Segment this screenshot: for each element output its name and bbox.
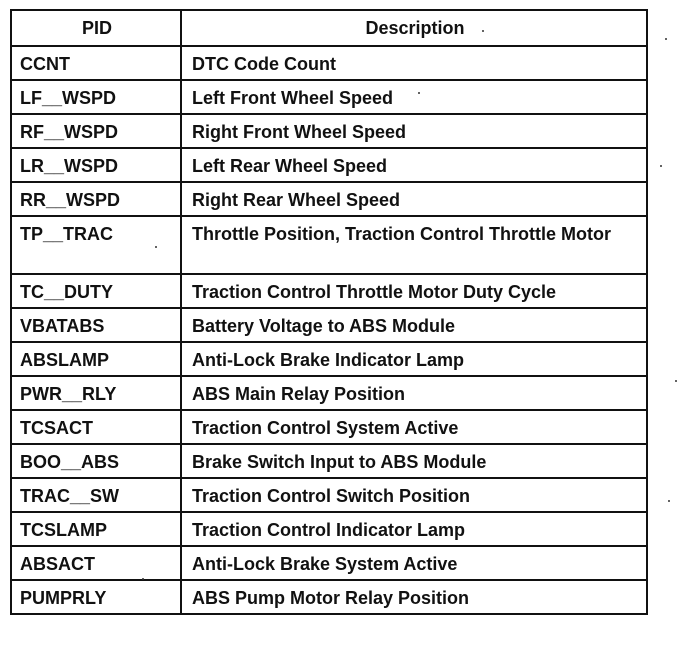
table-row bbox=[11, 274, 647, 308]
description-cell: Left Rear Wheel Speed bbox=[181, 148, 647, 182]
scan-speck bbox=[668, 500, 670, 502]
scan-speck bbox=[660, 165, 662, 167]
description-cell: Traction Control Throttle Motor Duty Cycle bbox=[181, 274, 647, 308]
description-cell: Anti-Lock Brake Indicator Lamp bbox=[181, 342, 647, 376]
description-cell: Battery Voltage to ABS Module bbox=[181, 308, 647, 342]
pid-description-table bbox=[10, 9, 648, 615]
pid-cell: ABSLAMP bbox=[11, 342, 181, 376]
pid-column-header: PID bbox=[11, 10, 181, 46]
pid-cell: BOO__ABS bbox=[11, 444, 181, 478]
pid-cell: LR__WSPD bbox=[11, 148, 181, 182]
table-row bbox=[11, 580, 647, 614]
description-cell: ABS Pump Motor Relay Position bbox=[181, 580, 647, 614]
description-cell: Throttle Position, Traction Control Throttle Motor bbox=[181, 216, 647, 274]
description-cell: Left Front Wheel Speed bbox=[181, 80, 647, 114]
description-cell: ABS Main Relay Position bbox=[181, 376, 647, 410]
table-row bbox=[11, 114, 647, 148]
scan-speck bbox=[142, 578, 144, 580]
pid-cell: ABSACT bbox=[11, 546, 181, 580]
table-row bbox=[11, 216, 647, 274]
description-cell: Right Front Wheel Speed bbox=[181, 114, 647, 148]
pid-cell: CCNT bbox=[11, 46, 181, 80]
description-cell: Right Rear Wheel Speed bbox=[181, 182, 647, 216]
table-row bbox=[11, 410, 647, 444]
description-cell: Anti-Lock Brake System Active bbox=[181, 546, 647, 580]
scan-speck bbox=[675, 380, 677, 382]
scan-speck bbox=[155, 246, 157, 248]
pid-cell: RR__WSPD bbox=[11, 182, 181, 216]
pid-cell: TCSLAMP bbox=[11, 512, 181, 546]
pid-cell: PWR__RLY bbox=[11, 376, 181, 410]
table-row bbox=[11, 182, 647, 216]
scan-speck bbox=[418, 92, 420, 94]
pid-cell: PUMPRLY bbox=[11, 580, 181, 614]
description-cell: Traction Control Switch Position bbox=[181, 478, 647, 512]
table-row bbox=[11, 308, 647, 342]
description-cell: Traction Control System Active bbox=[181, 410, 647, 444]
pid-cell: LF__WSPD bbox=[11, 80, 181, 114]
table-row bbox=[11, 46, 647, 80]
pid-cell: TP__TRAC bbox=[11, 216, 181, 274]
pid-cell: TCSACT bbox=[11, 410, 181, 444]
pid-cell: TRAC__SW bbox=[11, 478, 181, 512]
table-header-row bbox=[11, 10, 647, 46]
table-row bbox=[11, 478, 647, 512]
table-row bbox=[11, 512, 647, 546]
table-row bbox=[11, 80, 647, 114]
table-row bbox=[11, 444, 647, 478]
pid-cell: VBATABS bbox=[11, 308, 181, 342]
table-row bbox=[11, 342, 647, 376]
pid-cell: RF__WSPD bbox=[11, 114, 181, 148]
description-cell: Brake Switch Input to ABS Module bbox=[181, 444, 647, 478]
pid-cell: TC__DUTY bbox=[11, 274, 181, 308]
table-row bbox=[11, 376, 647, 410]
description-cell: DTC Code Count bbox=[181, 46, 647, 80]
table-row bbox=[11, 546, 647, 580]
scan-speck bbox=[665, 38, 667, 40]
description-cell: Traction Control Indicator Lamp bbox=[181, 512, 647, 546]
scan-speck bbox=[482, 30, 484, 32]
description-column-header: Description bbox=[181, 10, 647, 46]
table-row bbox=[11, 148, 647, 182]
